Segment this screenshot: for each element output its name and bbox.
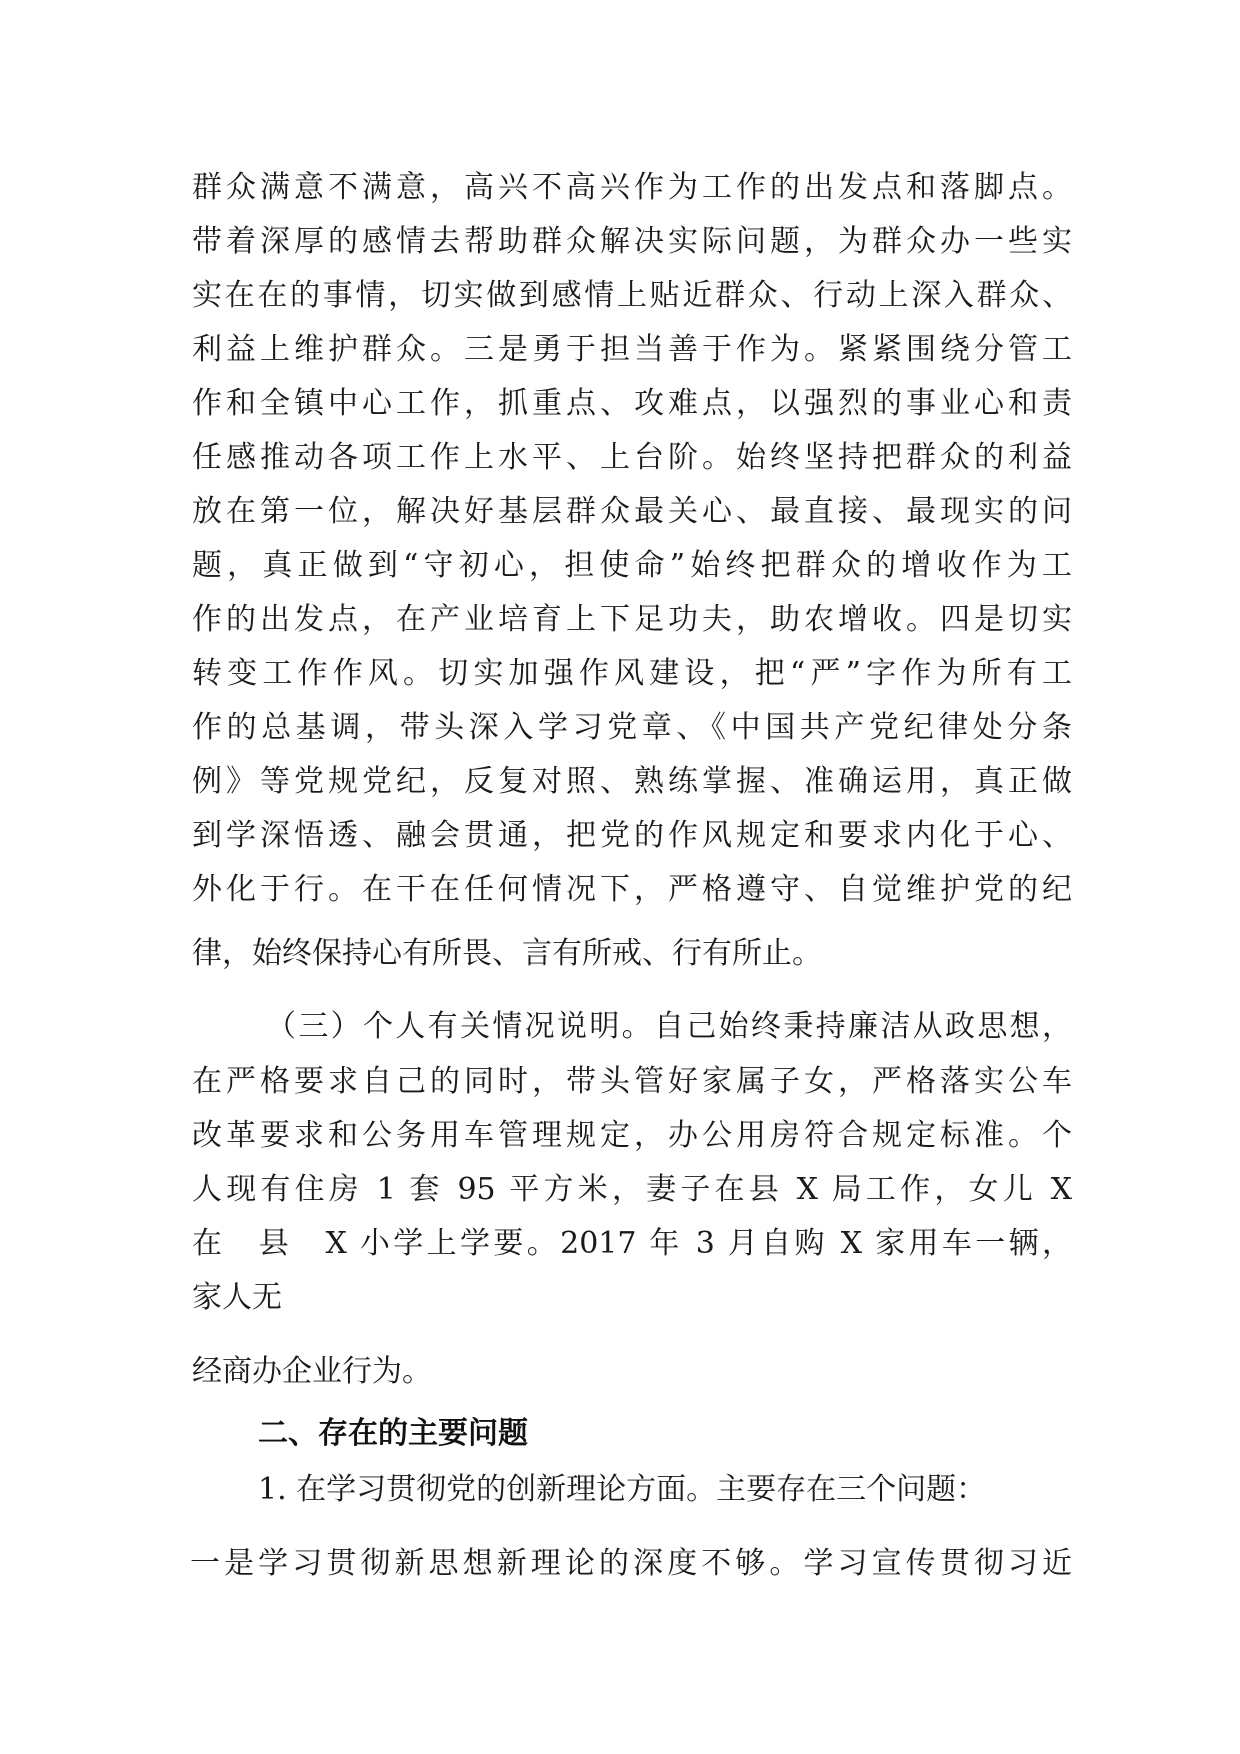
paragraph-line: 在 县 X 小学上学要。2017 年 3 月自购 X 家用车一辆， bbox=[192, 1226, 1072, 1261]
paragraph-line: 外化于行。在干在任何情况下，严格遵守、自觉维护党的纪 bbox=[192, 872, 1072, 907]
paragraph-line: 作和全镇中心工作，抓重点、攻难点，以强烈的事业心和责 bbox=[192, 386, 1072, 421]
paragraph-line: 作的出发点，在产业培育上下足功夫，助农增收。四是切实 bbox=[192, 602, 1072, 637]
paragraph-line: 放在第一位，解决好基层群众最关心、最直接、最现实的问 bbox=[192, 494, 1072, 529]
paragraph-line: 题，真正做到“守初心，担使命”始终把群众的增收作为工 bbox=[192, 548, 1072, 583]
paragraph-line: 例》等党规党纪，反复对照、熟练掌握、准确运用，真正做 bbox=[192, 764, 1072, 799]
paragraph-line: 带着深厚的感情去帮助群众解决实际问题，为群众办一些实 bbox=[192, 224, 1072, 259]
paragraph-line: 实在在的事情，切实做到感情上贴近群众、行动上深入群众、 bbox=[192, 278, 1072, 313]
section-heading: 二、存在的主要问题 bbox=[258, 1416, 528, 1451]
paragraph-line: 在严格要求自己的同时，带头管好家属子女，严格落实公车 bbox=[192, 1064, 1072, 1099]
section-intro-line: （三）个人有关情况说明。自己始终秉持廉洁从政思想， bbox=[266, 1009, 1072, 1044]
paragraph-line: 律，始终保持心有所畏、言有所戒、行有所止。 bbox=[192, 936, 822, 971]
paragraph-line: 群众满意不满意，高兴不高兴作为工作的出发点和落脚点。 bbox=[192, 170, 1072, 205]
paragraph-line: 改革要求和公务用车管理规定，办公用房符合规定标准。个 bbox=[192, 1118, 1072, 1153]
paragraph-line: 人现有住房 1 套 95 平方米，妻子在县 X 局工作，女儿 X bbox=[192, 1172, 1072, 1207]
paragraph-line: 转变工作作风。切实加强作风建设，把“严”字作为所有工 bbox=[192, 656, 1072, 691]
paragraph-line: 到学深悟透、融会贯通，把党的作风规定和要求内化于心、 bbox=[192, 818, 1072, 853]
paragraph-line: 作的总基调，带头深入学习党章、《中国共产党纪律处分条 bbox=[192, 710, 1072, 745]
paragraph-line: 家人无 bbox=[192, 1280, 282, 1315]
numbered-item-line: 1. 在学习贯彻党的创新理论方面。主要存在三个问题： bbox=[258, 1472, 987, 1507]
paragraph-line: 一是学习贯彻新思想新理论的深度不够。学习宣传贯彻习近 bbox=[190, 1546, 1072, 1581]
paragraph-line: 经商办企业行为。 bbox=[192, 1354, 432, 1389]
paragraph-line: 任感推动各项工作上水平、上台阶。始终坚持把群众的利益 bbox=[192, 440, 1072, 475]
paragraph-line: 利益上维护群众。三是勇于担当善于作为。紧紧围绕分管工 bbox=[192, 332, 1072, 367]
